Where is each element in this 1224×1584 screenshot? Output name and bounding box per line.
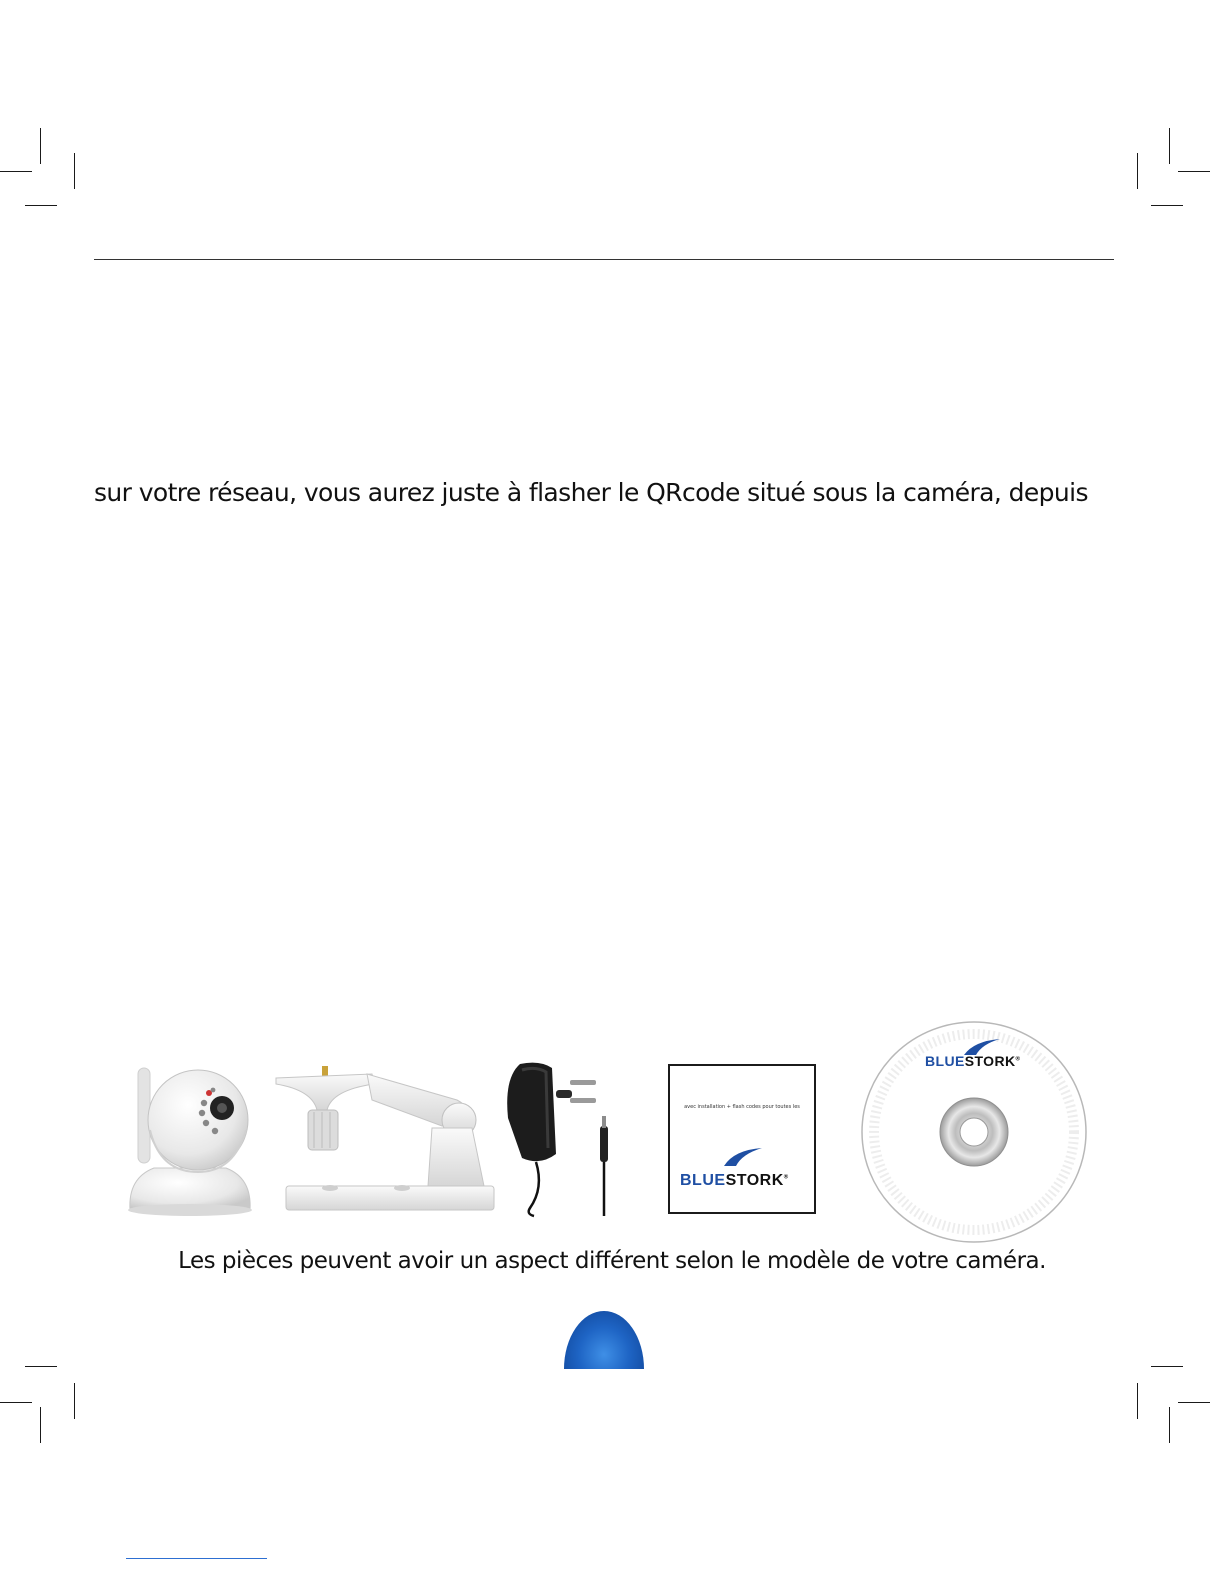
header-rule [94, 259, 1114, 260]
crop-mark [1178, 1402, 1210, 1403]
body-text-line: sur votre réseau, vous aurez juste à flasher le QRcode situé sous la caméra, depuis [94, 478, 1088, 507]
crop-mark [1151, 1366, 1183, 1367]
crop-mark [25, 1366, 57, 1367]
crop-mark [40, 1407, 41, 1443]
figure-caption: Les pièces peuvent avoir un aspect différent selon le modèle de votre caméra. [178, 1248, 1046, 1274]
crop-mark [0, 171, 32, 172]
crop-mark [1178, 171, 1210, 172]
crop-mark [25, 205, 57, 206]
crop-mark [74, 153, 75, 189]
page-tab-marker [564, 1311, 644, 1369]
bluestork-logo: BLUESTORK® [680, 1172, 789, 1189]
ip-camera-image [120, 1060, 260, 1220]
crop-mark [1151, 205, 1183, 206]
bluestork-swoosh-icon [722, 1146, 766, 1168]
bluestork-logo: BLUESTORK® [925, 1053, 1021, 1069]
crop-mark [40, 128, 41, 164]
crop-mark [74, 1383, 75, 1419]
footer-underline [126, 1558, 267, 1559]
wall-bracket-image [272, 1060, 497, 1215]
crop-mark [1137, 1383, 1138, 1419]
crop-mark [1137, 153, 1138, 189]
crop-mark [0, 1402, 32, 1403]
quick-start-guide-image [668, 1064, 816, 1214]
guide-cover-text: avec installation + flash codes pour toutes les [684, 1104, 800, 1110]
power-adapter-image [500, 1058, 630, 1218]
crop-mark [1169, 128, 1170, 164]
crop-mark [1169, 1407, 1170, 1443]
